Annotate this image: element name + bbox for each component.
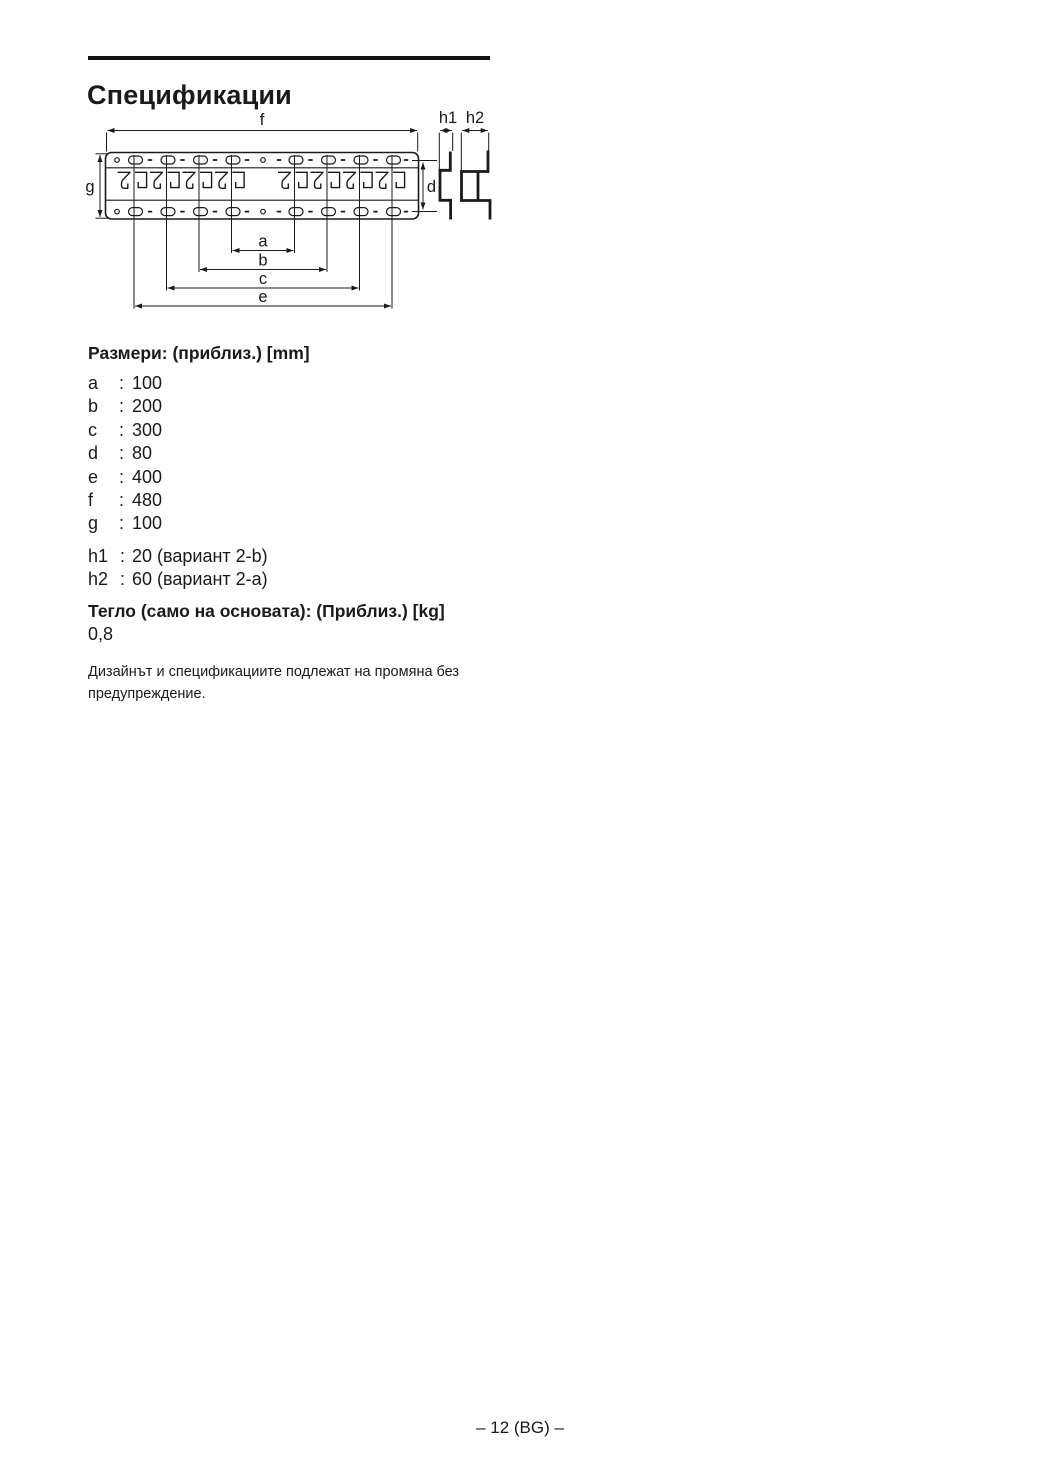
dimension-value: 100 [132,513,163,534]
dimension-row-h1 [88,545,268,568]
dimension-key: g [88,513,99,534]
weight-value: 0,8 [88,624,114,644]
dim-label-a: a [258,232,268,251]
title-rule [88,56,490,60]
dimension-key: f [88,489,94,510]
dimension-value: 100 [132,373,163,393]
dimension-value: 60 (вариант 2-a) [132,569,268,590]
dimension-separator: : [119,373,125,393]
dimension-separator: : [119,466,125,487]
dimension-row-g [88,512,310,535]
profile-variant-2b [440,152,451,220]
dimension-row-h2 [88,568,268,591]
dimension-row-f [88,489,310,512]
dimension-separator: : [119,443,125,464]
dimension-value: 400 [132,466,163,487]
page-number: – 12 (BG) – [476,1418,564,1437]
dimension-separator: : [119,513,125,534]
dim-label-d: d [426,178,437,196]
dimension-separator: : [119,419,125,440]
dim-label-c: c [258,270,268,288]
dimension-separator: : [119,396,125,417]
dimension-value: 80 [132,443,153,464]
bracket-dimension-diagram [78,101,530,316]
dimension-value: 200 [132,396,163,417]
page-title: Спецификации [87,80,292,111]
dimensions-heading: Размери: (приблиз.) [mm] [88,343,310,363]
dimension-value: 480 [132,489,163,510]
dimension-row-d [88,442,310,465]
dim-label-f: f [259,111,265,129]
profile-variant-2a [462,151,491,220]
dimension-value: 20 (вариант 2-b) [132,546,268,566]
dimension-key: e [88,466,99,487]
dim-label-h2: h2 [465,109,485,127]
dimension-separator: : [120,569,126,590]
dimensions-list [88,372,310,536]
variant-dimensions [88,545,268,592]
disclaimer-note: Дизайнът и спецификациите подлежат на промяна без предупреждение. [88,664,460,702]
dimension-separator: : [120,546,126,566]
dimension-value: 300 [132,419,163,440]
dimension-row-e [88,466,310,489]
dimension-row-c [88,419,310,442]
dimension-key: d [88,443,99,464]
dim-label-g: g [85,178,95,196]
dimension-row-a [88,372,310,395]
dimensions-section [88,343,310,536]
dimension-separator: : [119,489,125,510]
dimension-key: b [88,396,99,417]
bracket-diagram-svg [78,101,530,316]
weight-heading: Тегло (само на основата): (Приблиз.) [kg] [88,601,445,621]
dim-label-h1: h1 [438,109,458,127]
dimension-key: c [88,419,97,440]
dimension-row-b [88,395,310,418]
dimension-key: h2 [88,569,109,590]
dim-label-b: b [258,251,268,270]
dim-label-e: e [258,288,268,306]
dimension-key: h1 [88,546,109,566]
dimension-key: a [88,373,99,393]
